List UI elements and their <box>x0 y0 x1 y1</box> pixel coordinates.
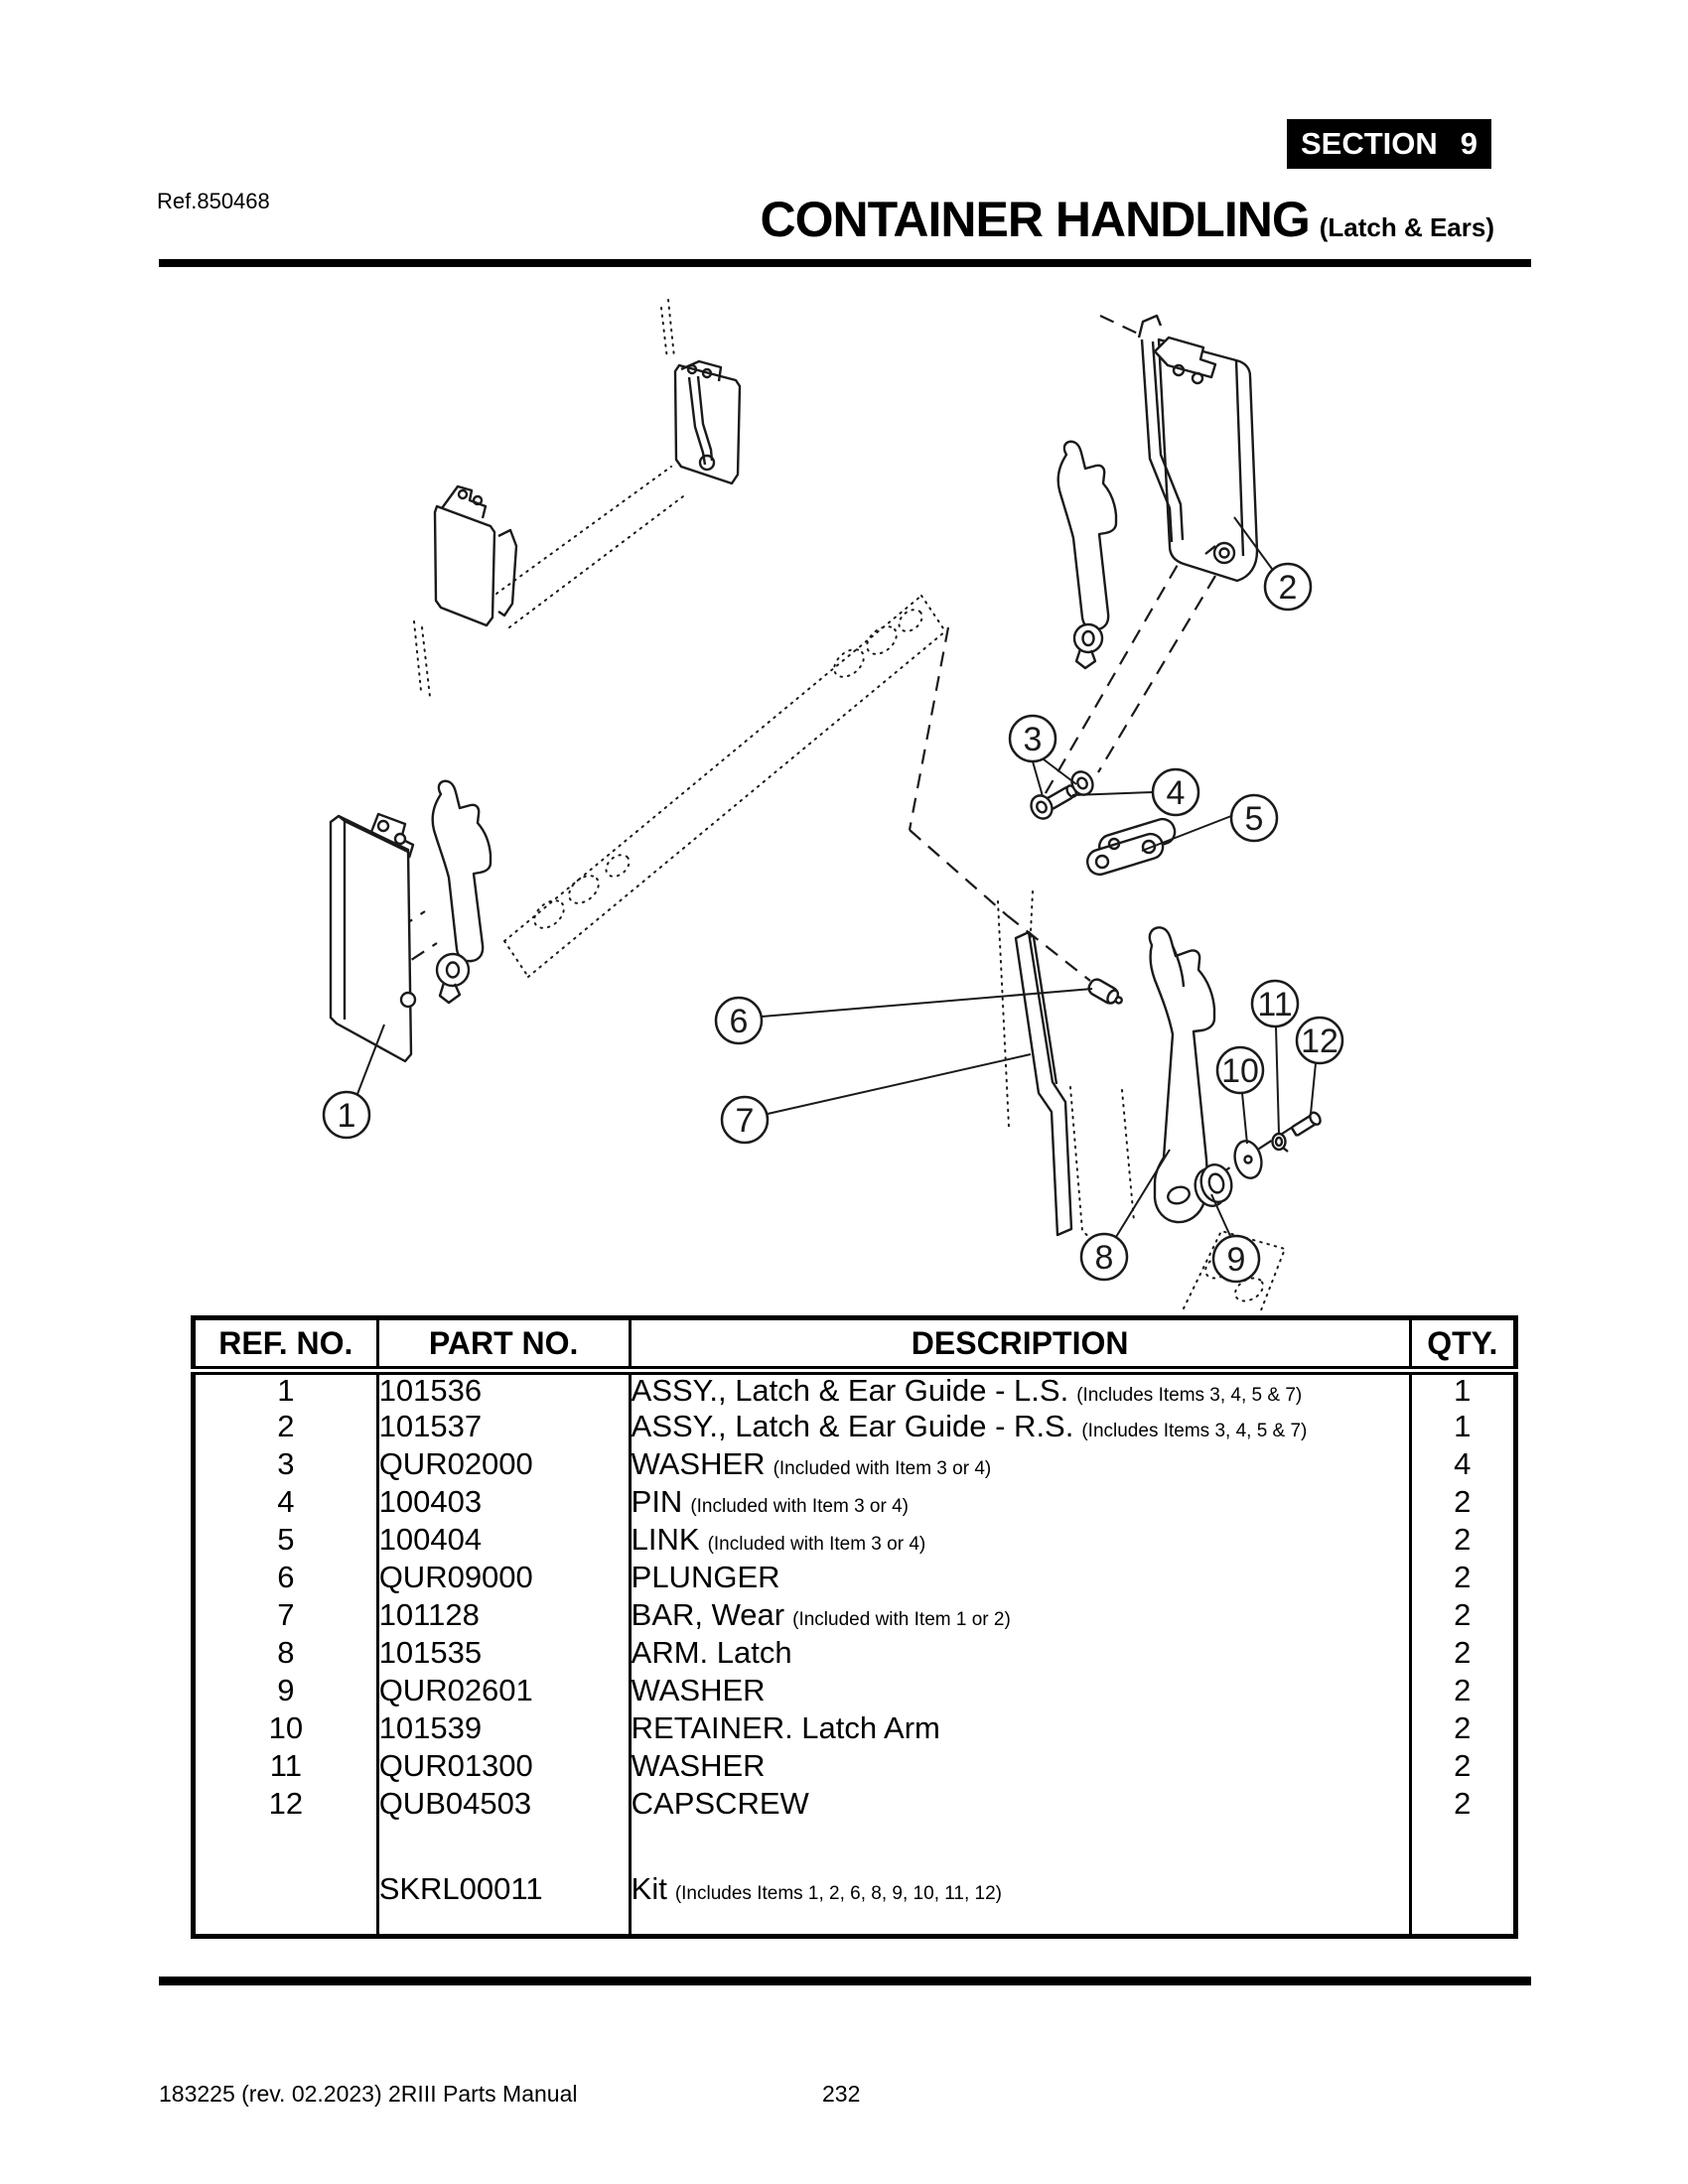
diagram-svg <box>159 283 1534 1310</box>
description-text: RETAINER. Latch Arm <box>631 1710 940 1746</box>
callout-leader-line <box>1242 1093 1247 1144</box>
description-text: WASHER <box>631 1673 766 1708</box>
cell-ref: 1 <box>194 1371 378 1409</box>
section-label: SECTION <box>1301 126 1438 161</box>
cell-ref: 12 <box>194 1786 378 1824</box>
table-row <box>194 1869 1516 1911</box>
parts-table <box>191 1315 1518 1939</box>
table-row <box>194 1409 1516 1446</box>
cell-ref: 4 <box>194 1484 378 1522</box>
cell-qty <box>1410 1911 1515 1937</box>
cell-ref <box>194 1824 378 1869</box>
cell-qty: 2 <box>1454 1635 1472 1671</box>
cell-part <box>377 1824 630 1869</box>
cell-qty: 2 <box>1454 1484 1472 1520</box>
parts-table-container <box>191 1315 1518 1939</box>
cell-part: 101537 <box>377 1409 630 1446</box>
cell-qty: 1 <box>1454 1373 1472 1409</box>
page-title-row <box>760 192 1494 247</box>
footer-rule <box>159 1977 1531 1985</box>
link-part <box>1084 816 1178 878</box>
callout-10 <box>1217 1047 1263 1144</box>
table-row <box>194 1748 1516 1786</box>
cell-ref: 8 <box>194 1635 378 1673</box>
description-text: PIN <box>631 1484 683 1520</box>
description-note: (Included with Item 3 or 4) <box>707 1534 926 1556</box>
callout-7 <box>722 1054 1031 1143</box>
description-text: ARM. Latch <box>631 1635 792 1671</box>
description-note: (Includes Items 3, 4, 5 & 7) <box>1081 1421 1308 1442</box>
description-text: Kit <box>631 1871 667 1907</box>
cell-desc <box>630 1786 1410 1824</box>
ghost-dotted-lines <box>414 300 1285 1310</box>
section-number: 9 <box>1460 126 1477 161</box>
cell-desc <box>630 1597 1410 1635</box>
cell-qty: 2 <box>1454 1673 1472 1708</box>
cell-part: QUR01300 <box>377 1748 630 1786</box>
table-row <box>194 1786 1516 1824</box>
callout-number: 1 <box>337 1097 356 1135</box>
callout-leader-line <box>1276 1026 1279 1134</box>
assembled-guide-right <box>675 361 740 483</box>
callout-number: 12 <box>1301 1023 1338 1060</box>
callout-number: 5 <box>1244 800 1264 838</box>
description-text: ASSY., Latch & Ear Guide - L.S. <box>631 1373 1069 1409</box>
table-row <box>194 1484 1516 1522</box>
description-text: WASHER <box>631 1748 766 1784</box>
callout-leader-line <box>1033 761 1043 796</box>
header-part-no: PART NO. <box>377 1318 630 1371</box>
table-row <box>194 1560 1516 1597</box>
cell-ref: 3 <box>194 1446 378 1484</box>
cell-part: 100403 <box>377 1484 630 1522</box>
section-badge <box>1287 119 1491 169</box>
cell-desc <box>630 1673 1410 1710</box>
cell-part <box>377 1911 630 1937</box>
cell-desc <box>630 1446 1410 1484</box>
callout-3 <box>1010 716 1076 796</box>
cell-part: QUB04503 <box>377 1786 630 1824</box>
description-text: ASSY., Latch & Ear Guide - R.S. <box>631 1409 1074 1444</box>
cell-qty: 2 <box>1454 1786 1472 1822</box>
cell-qty: 2 <box>1454 1748 1472 1784</box>
description-note: (Included with Item 3 or 4) <box>773 1458 992 1480</box>
cell-qty <box>1410 1824 1515 1869</box>
description-text: LINK <box>631 1522 700 1558</box>
cell-part: 101128 <box>377 1597 630 1635</box>
table-header-row <box>194 1318 1516 1371</box>
latch-ear-guide-rs <box>1058 316 1257 668</box>
callout-number: 10 <box>1221 1052 1259 1090</box>
footer-document-id: 183225 (rev. 02.2023) 2RIII Parts Manual <box>159 2081 578 2107</box>
parts-table-body <box>194 1371 1516 1937</box>
callout-9 <box>1211 1194 1259 1282</box>
callout-8 <box>1081 1150 1170 1280</box>
callout-number: 11 <box>1257 986 1293 1024</box>
cell-qty: 1 <box>1454 1409 1472 1444</box>
cell-part: QUR09000 <box>377 1560 630 1597</box>
cell-part: 101536 <box>377 1371 630 1409</box>
cell-desc <box>630 1635 1410 1673</box>
cell-qty: 2 <box>1454 1710 1472 1746</box>
cell-ref: 2 <box>194 1409 378 1446</box>
cell-part: 100404 <box>377 1522 630 1560</box>
table-row <box>194 1673 1516 1710</box>
table-row <box>194 1597 1516 1635</box>
table-row <box>194 1710 1516 1748</box>
description-text: BAR, Wear <box>631 1597 785 1633</box>
cell-ref: 10 <box>194 1710 378 1748</box>
cell-ref <box>194 1911 378 1937</box>
cell-desc <box>630 1560 1410 1597</box>
table-row <box>194 1824 1516 1869</box>
callout-number: 7 <box>735 1102 755 1140</box>
description-note: (Includes Items 1, 2, 6, 8, 9, 10, 11, 12) <box>674 1883 1002 1905</box>
header-ref-no: REF. NO. <box>194 1318 378 1371</box>
callout-number: 4 <box>1166 774 1186 812</box>
wear-bar-part <box>1016 932 1071 1235</box>
cell-desc <box>630 1710 1410 1748</box>
cell-part: QUR02601 <box>377 1673 630 1710</box>
description-text: CAPSCREW <box>631 1786 809 1822</box>
cell-qty: 2 <box>1454 1522 1472 1558</box>
plunger-part <box>1086 977 1125 1009</box>
cell-desc <box>630 1869 1410 1911</box>
callout-number: 3 <box>1023 721 1043 758</box>
assembled-guide-left <box>435 486 516 625</box>
cell-desc <box>630 1484 1410 1522</box>
footer-page-number: 232 <box>822 2081 861 2107</box>
header-rule <box>159 259 1531 267</box>
reference-number: Ref.850468 <box>157 189 270 213</box>
cell-desc <box>630 1371 1410 1409</box>
table-row <box>194 1522 1516 1560</box>
cell-part: 101535 <box>377 1635 630 1673</box>
cell-qty <box>1410 1869 1515 1911</box>
callout-number: 8 <box>1094 1239 1114 1277</box>
cell-ref: 6 <box>194 1560 378 1597</box>
cell-desc <box>630 1911 1410 1937</box>
header-qty: QTY. <box>1410 1318 1515 1371</box>
page-subtitle: (Latch & Ears) <box>1319 212 1494 242</box>
cell-ref: 5 <box>194 1522 378 1560</box>
cell-qty: 4 <box>1454 1446 1472 1482</box>
description-note: (Includes Items 3, 4, 5 & 7) <box>1076 1385 1303 1407</box>
cell-desc <box>630 1409 1410 1446</box>
description-text: WASHER <box>631 1446 766 1482</box>
cell-part: 101539 <box>377 1710 630 1748</box>
cell-qty: 2 <box>1454 1597 1472 1633</box>
table-row <box>194 1911 1516 1937</box>
cell-ref: 11 <box>194 1748 378 1786</box>
description-note: (Included with Item 3 or 4) <box>690 1496 909 1518</box>
callout-number: 9 <box>1226 1241 1246 1279</box>
callout-12 <box>1297 1018 1342 1114</box>
cell-ref: 7 <box>194 1597 378 1635</box>
table-row <box>194 1635 1516 1673</box>
cell-part: QUR02000 <box>377 1446 630 1484</box>
description-note: (Included with Item 1 or 2) <box>792 1609 1011 1631</box>
table-row <box>194 1446 1516 1484</box>
callout-leader-line <box>1311 1063 1316 1114</box>
callout-leader-line <box>768 1054 1031 1114</box>
page-title: CONTAINER HANDLING <box>760 192 1310 247</box>
header-description: DESCRIPTION <box>630 1318 1410 1371</box>
description-text: PLUNGER <box>631 1560 780 1595</box>
cell-qty: 2 <box>1454 1560 1472 1595</box>
callout-number: 6 <box>729 1003 749 1040</box>
cell-desc <box>630 1748 1410 1786</box>
callout-leader-line <box>1044 759 1076 784</box>
cell-ref <box>194 1869 378 1911</box>
cell-ref: 9 <box>194 1673 378 1710</box>
cell-desc <box>630 1522 1410 1560</box>
cell-part: SKRL00011 <box>377 1869 630 1911</box>
cell-desc <box>630 1824 1410 1869</box>
table-row <box>194 1371 1516 1409</box>
callout-number: 2 <box>1278 569 1298 607</box>
